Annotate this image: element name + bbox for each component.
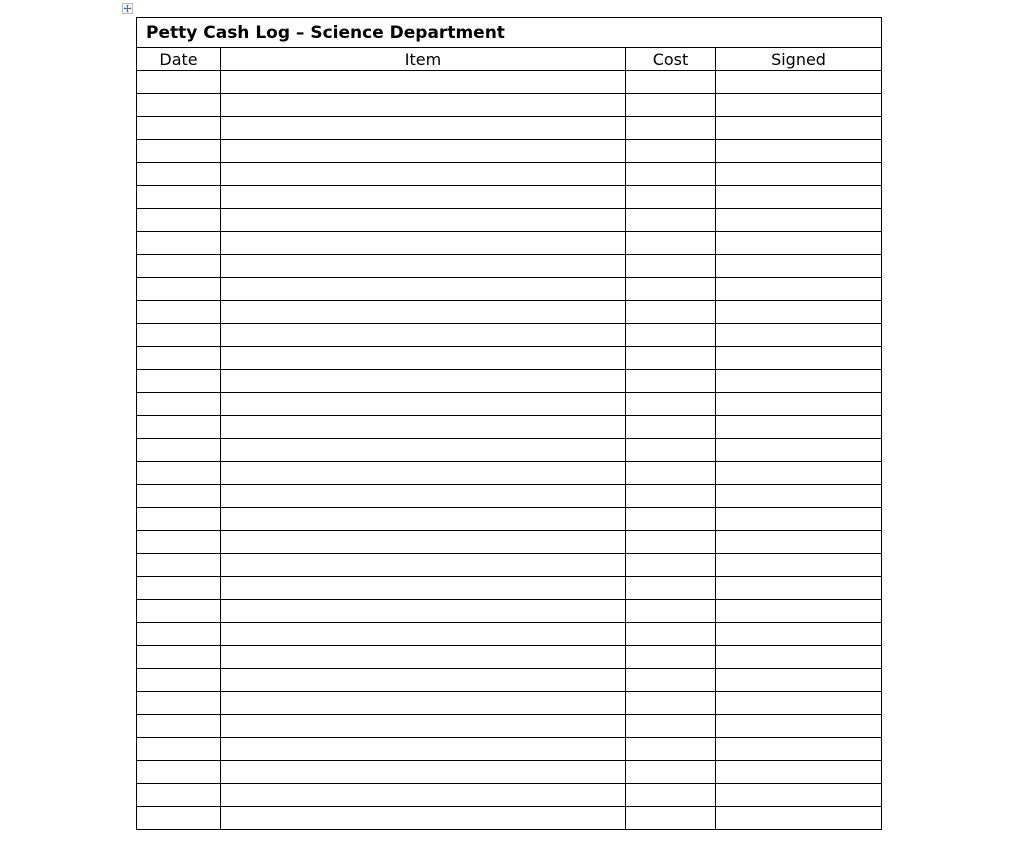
cost-cell[interactable] [626, 71, 716, 94]
signed-cell[interactable] [716, 117, 882, 140]
signed-cell[interactable] [716, 600, 882, 623]
item-cell[interactable] [221, 370, 626, 393]
table-row [137, 508, 882, 531]
table-row [137, 485, 882, 508]
item-cell[interactable] [221, 485, 626, 508]
cost-cell[interactable] [626, 117, 716, 140]
signed-cell[interactable] [716, 439, 882, 462]
signed-cell[interactable] [716, 577, 882, 600]
item-cell[interactable] [221, 761, 626, 784]
cost-cell[interactable] [626, 554, 716, 577]
date-cell[interactable] [137, 439, 221, 462]
table-row [137, 807, 882, 830]
item-cell[interactable] [221, 600, 626, 623]
signed-cell[interactable] [716, 186, 882, 209]
item-cell[interactable] [221, 140, 626, 163]
date-cell[interactable] [137, 554, 221, 577]
date-cell[interactable] [137, 209, 221, 232]
date-cell[interactable] [137, 623, 221, 646]
cost-cell[interactable] [626, 324, 716, 347]
date-cell[interactable] [137, 94, 221, 117]
cost-cell[interactable] [626, 669, 716, 692]
cost-cell[interactable] [626, 209, 716, 232]
item-cell[interactable] [221, 163, 626, 186]
signed-cell[interactable] [716, 71, 882, 94]
cost-cell[interactable] [626, 370, 716, 393]
item-cell[interactable] [221, 255, 626, 278]
item-cell[interactable] [221, 715, 626, 738]
item-cell[interactable] [221, 393, 626, 416]
table-row [137, 600, 882, 623]
date-cell[interactable] [137, 738, 221, 761]
cost-cell[interactable] [626, 738, 716, 761]
cost-cell[interactable] [626, 600, 716, 623]
date-cell[interactable] [137, 370, 221, 393]
cost-cell[interactable] [626, 393, 716, 416]
table-row [137, 416, 882, 439]
cost-cell[interactable] [626, 784, 716, 807]
date-cell[interactable] [137, 577, 221, 600]
table-row [137, 232, 882, 255]
date-cell[interactable] [137, 416, 221, 439]
date-cell[interactable] [137, 347, 221, 370]
date-cell[interactable] [137, 669, 221, 692]
item-cell[interactable] [221, 738, 626, 761]
signed-cell[interactable] [716, 94, 882, 117]
date-cell[interactable] [137, 462, 221, 485]
date-cell[interactable] [137, 531, 221, 554]
cost-cell[interactable] [626, 186, 716, 209]
date-cell[interactable] [137, 163, 221, 186]
signed-cell[interactable] [716, 370, 882, 393]
table-row [137, 577, 882, 600]
signed-cell[interactable] [716, 531, 882, 554]
table-row [137, 117, 882, 140]
item-cell[interactable] [221, 807, 626, 830]
table-row [137, 554, 882, 577]
table-row [137, 393, 882, 416]
item-cell[interactable] [221, 232, 626, 255]
signed-cell[interactable] [716, 163, 882, 186]
date-cell[interactable] [137, 324, 221, 347]
signed-cell[interactable] [716, 623, 882, 646]
cost-cell[interactable] [626, 531, 716, 554]
item-cell[interactable] [221, 531, 626, 554]
date-cell[interactable] [137, 232, 221, 255]
date-cell[interactable] [137, 393, 221, 416]
item-cell[interactable] [221, 577, 626, 600]
item-cell[interactable] [221, 301, 626, 324]
signed-cell[interactable] [716, 485, 882, 508]
signed-cell[interactable] [716, 738, 882, 761]
signed-cell[interactable] [716, 324, 882, 347]
table-row [137, 186, 882, 209]
item-cell[interactable] [221, 209, 626, 232]
document-title[interactable]: Petty Cash Log – Science Department [137, 18, 882, 48]
signed-cell[interactable] [716, 209, 882, 232]
date-cell[interactable] [137, 485, 221, 508]
cost-cell[interactable] [626, 761, 716, 784]
item-cell[interactable] [221, 669, 626, 692]
signed-cell[interactable] [716, 140, 882, 163]
item-cell[interactable] [221, 646, 626, 669]
petty-cash-table [136, 17, 882, 830]
table-row [137, 347, 882, 370]
signed-cell[interactable] [716, 416, 882, 439]
table-row [137, 301, 882, 324]
signed-cell[interactable] [716, 347, 882, 370]
date-cell[interactable] [137, 71, 221, 94]
cost-cell[interactable] [626, 623, 716, 646]
item-cell[interactable] [221, 554, 626, 577]
table-row [137, 623, 882, 646]
date-cell[interactable] [137, 807, 221, 830]
item-cell[interactable] [221, 347, 626, 370]
signed-cell[interactable] [716, 301, 882, 324]
signed-cell[interactable] [716, 692, 882, 715]
cost-cell[interactable] [626, 807, 716, 830]
cost-cell[interactable] [626, 232, 716, 255]
signed-cell[interactable] [716, 807, 882, 830]
date-cell[interactable] [137, 186, 221, 209]
signed-cell[interactable] [716, 278, 882, 301]
cost-cell[interactable] [626, 347, 716, 370]
cost-cell[interactable] [626, 508, 716, 531]
cost-cell[interactable] [626, 416, 716, 439]
cost-cell[interactable] [626, 692, 716, 715]
signed-cell[interactable] [716, 761, 882, 784]
signed-cell[interactable] [716, 508, 882, 531]
table-row [137, 784, 882, 807]
signed-cell[interactable] [716, 784, 882, 807]
item-cell[interactable] [221, 186, 626, 209]
cost-cell[interactable] [626, 94, 716, 117]
table-row [137, 738, 882, 761]
column-header-date[interactable]: Date [137, 48, 221, 71]
item-cell[interactable] [221, 94, 626, 117]
table-row [137, 646, 882, 669]
signed-cell[interactable] [716, 669, 882, 692]
table-row [137, 255, 882, 278]
table-row [137, 163, 882, 186]
table-row [137, 278, 882, 301]
move-arrows-icon [123, 4, 132, 13]
item-cell[interactable] [221, 324, 626, 347]
signed-cell[interactable] [716, 462, 882, 485]
date-cell[interactable] [137, 715, 221, 738]
cost-cell[interactable] [626, 577, 716, 600]
date-cell[interactable] [137, 761, 221, 784]
column-header-cost[interactable]: Cost [626, 48, 716, 71]
table-row [137, 324, 882, 347]
title-row [137, 18, 882, 48]
table-row [137, 140, 882, 163]
table-row [137, 71, 882, 94]
column-header-signed[interactable]: Signed [716, 48, 882, 71]
item-cell[interactable] [221, 117, 626, 140]
item-cell[interactable] [221, 784, 626, 807]
table-row [137, 761, 882, 784]
item-cell[interactable] [221, 692, 626, 715]
cost-cell[interactable] [626, 462, 716, 485]
signed-cell[interactable] [716, 232, 882, 255]
cost-cell[interactable] [626, 163, 716, 186]
cost-cell[interactable] [626, 485, 716, 508]
table-row [137, 439, 882, 462]
cost-cell[interactable] [626, 140, 716, 163]
header-row [137, 48, 882, 71]
date-cell[interactable] [137, 117, 221, 140]
item-cell[interactable] [221, 278, 626, 301]
signed-cell[interactable] [716, 646, 882, 669]
date-cell[interactable] [137, 600, 221, 623]
table-move-handle[interactable] [122, 3, 133, 14]
table-row [137, 669, 882, 692]
date-cell[interactable] [137, 255, 221, 278]
signed-cell[interactable] [716, 255, 882, 278]
cost-cell[interactable] [626, 646, 716, 669]
signed-cell[interactable] [716, 554, 882, 577]
cost-cell[interactable] [626, 439, 716, 462]
signed-cell[interactable] [716, 393, 882, 416]
table-row [137, 370, 882, 393]
item-cell[interactable] [221, 623, 626, 646]
table-row [137, 715, 882, 738]
date-cell[interactable] [137, 140, 221, 163]
date-cell[interactable] [137, 508, 221, 531]
cost-cell[interactable] [626, 715, 716, 738]
date-cell[interactable] [137, 784, 221, 807]
date-cell[interactable] [137, 692, 221, 715]
item-cell[interactable] [221, 439, 626, 462]
table-row [137, 692, 882, 715]
cost-cell[interactable] [626, 301, 716, 324]
item-cell[interactable] [221, 508, 626, 531]
cost-cell[interactable] [626, 255, 716, 278]
date-cell[interactable] [137, 646, 221, 669]
date-cell[interactable] [137, 278, 221, 301]
table-row [137, 531, 882, 554]
signed-cell[interactable] [716, 715, 882, 738]
table-row [137, 462, 882, 485]
item-cell[interactable] [221, 416, 626, 439]
item-cell[interactable] [221, 462, 626, 485]
table-row [137, 209, 882, 232]
item-cell[interactable] [221, 71, 626, 94]
table-row [137, 94, 882, 117]
date-cell[interactable] [137, 301, 221, 324]
cost-cell[interactable] [626, 278, 716, 301]
column-header-item[interactable]: Item [221, 48, 626, 71]
